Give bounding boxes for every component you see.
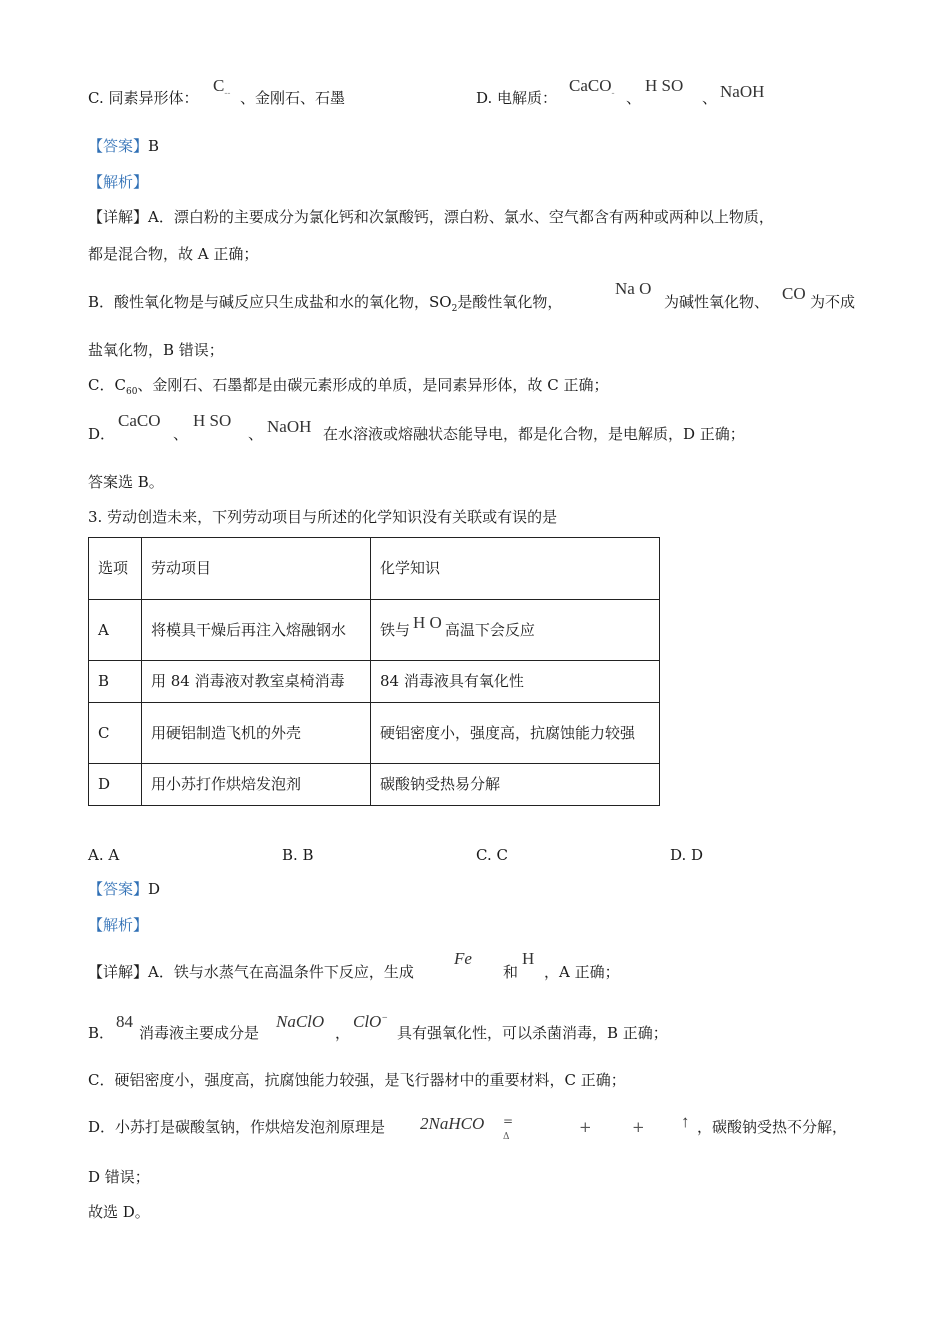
table-cell-project: 用 84 消毒液对教室桌椅消毒: [142, 661, 371, 703]
table-cell-project: 用硬铝制造飞机的外壳: [142, 703, 371, 764]
q3-detail-a-formula-1: Fe: [454, 949, 472, 968]
q2-detail-d-formula-1: CaCO: [118, 411, 161, 430]
option-d-formula-1: CaCO$_-$: [569, 76, 615, 98]
q3-detail-d-delta: Δ: [503, 1132, 510, 1142]
table-cell-option: B: [89, 661, 142, 703]
table-cell-knowledge: 铁与 H O 高温下会反应: [371, 600, 660, 661]
table-cell-option: D: [89, 764, 142, 806]
q2-detail-b-line2: 盐氧化物，B 错误；: [88, 341, 224, 359]
table-cell-option: A: [89, 600, 142, 661]
option-c-formula: $C_{--}$: [213, 76, 231, 98]
q3-detail-d-plus-2: +: [632, 1118, 645, 1136]
table-row: [89, 600, 660, 661]
q3-detail-c: C．硬铝密度小，强度高，抗腐蚀能力较强，是飞行器材中的重要材料，C 正确；: [88, 1071, 626, 1089]
answer-tag: 【答案】: [88, 137, 149, 155]
q2-detail-a-line1: 【详解】A．漂白粉的主要成分为氯化钙和次氯酸钙，漂白粉、氯水、空气都含有两种或两种以上物质，: [88, 208, 774, 226]
answer-line-q2: [88, 137, 159, 155]
choice-d: D. D: [670, 846, 704, 864]
q3-detail-a-text: 【详解】A．铁与水蒸气在高温条件下反应，生成: [88, 963, 414, 981]
q2-detail-d-text: 在水溶液或熔融状态能导电，都是化合物，是电解质，D 正确；: [323, 425, 745, 443]
q3-detail-d-text2: ，碳酸钠受热不分解，: [697, 1118, 848, 1136]
choice-a: A. A: [88, 846, 120, 864]
q2-detail-d-formula-3: NaOH: [267, 417, 312, 436]
q3-detail-b-label: B．: [88, 1024, 115, 1042]
q3-table: [88, 537, 660, 806]
answer-line-q3: [88, 880, 160, 898]
option-c-tail: 、金刚石、石墨: [240, 89, 346, 107]
answer-value: B: [148, 137, 160, 155]
q2-detail-b-formula-1: Na O: [615, 279, 652, 298]
option-c: [88, 89, 198, 107]
q3-detail-d-line2: D 错误；: [88, 1168, 150, 1186]
q3-detail-a-end: ，A 正确；: [544, 963, 620, 981]
table-cell-option: C: [89, 703, 142, 764]
table-header-row: [89, 538, 660, 600]
q3-detail-d-text1: D．小苏打是碳酸氢钠，作烘焙发泡剂原理是: [88, 1118, 386, 1136]
choice-b: B. B: [282, 846, 314, 864]
table-row: [89, 661, 660, 703]
q3-detail-a-and: 和: [503, 963, 519, 981]
choice-c: C. C: [476, 846, 508, 864]
q2-detail-d-label: D．: [88, 425, 116, 443]
q3-detail-b-comma: ，: [335, 1024, 351, 1042]
q2-detail-a-line2: 都是混合物，故 A 正确；: [88, 245, 259, 263]
q3-detail-a-formula-2: H: [522, 949, 535, 968]
table-header-knowledge: 化学知识: [371, 538, 660, 600]
option-d-sep-2: 、: [702, 89, 718, 107]
answer-value: D: [148, 880, 161, 898]
table-cell-knowledge: 碳酸钠受热易分解: [371, 764, 660, 806]
water-formula: H O: [413, 613, 442, 633]
table-header-option: 选项: [89, 538, 142, 600]
analysis-tag-q2: 【解析】: [88, 173, 149, 191]
table-cell-knowledge: 硬铝密度小，强度高，抗腐蚀能力较强: [371, 703, 660, 764]
table-cell-project: 用小苏打作烘焙发泡剂: [142, 764, 371, 806]
table-cell-project: 将模具干燥后再注入熔融钢水: [142, 600, 371, 661]
q3-stem: 3. 劳动创造未来，下列劳动项目与所述的化学知识没有关联或有误的是: [88, 508, 558, 526]
table-row: [89, 703, 660, 764]
analysis-tag-q3: 【解析】: [88, 916, 149, 934]
q2-detail-d-sep-2: 、: [248, 425, 264, 443]
q3-detail-d-plus-1: +: [579, 1118, 592, 1136]
q2-detail-b-part4: 为不成: [810, 293, 856, 311]
q3-detail-b-text1: 消毒液主要成分是: [139, 1024, 260, 1042]
q3-detail-b-text2: 具有强氧化性，可以杀菌消毒，B 正确；: [397, 1024, 668, 1042]
table-header-project: 劳动项目: [142, 538, 371, 600]
q3-detail-b-formula-1: NaClO: [276, 1012, 325, 1031]
option-d-label: D. 电解质：: [476, 89, 558, 107]
table-row: [89, 764, 660, 806]
q2-conclusion: 答案选 B。: [88, 473, 164, 491]
q2-detail-c: C．$C_{60}$、金刚石、石墨都是由碳元素形成的单质，是同素异形体，故 C 正确；: [88, 376, 609, 397]
table-cell-knowledge: 84 消毒液具有氧化性: [371, 661, 660, 703]
option-c-label: C. 同素异形体：: [88, 89, 199, 107]
option-d-sep-1: 、: [626, 89, 642, 107]
q3-detail-b-num: 84: [116, 1012, 133, 1031]
option-d-formula-3: NaOH: [720, 82, 765, 101]
q3-detail-b-formula-2: ClO−: [353, 1012, 389, 1031]
option-d-formula-2: H SO: [645, 76, 684, 95]
q2-detail-b-formula-2: CO: [782, 284, 806, 303]
q2-detail-d-sep-1: 、: [173, 425, 189, 443]
q3-detail-d-equation: 2NaHCO: [420, 1114, 485, 1133]
q3-conclusion: 故选 D。: [88, 1203, 150, 1221]
q2-detail-b-part3: 为碱性氧化物、: [664, 293, 770, 311]
q2-detail-b-line1: B．酸性氧化物是与碱反应只生成盐和水的氧化物，$SO_2$是酸性氧化物，: [88, 293, 563, 314]
q3-detail-d-eqsign: =: [503, 1114, 514, 1128]
answer-tag: 【答案】: [88, 880, 149, 898]
q2-detail-d-formula-2: H SO: [193, 411, 232, 430]
q3-detail-d-arrow: ↑: [681, 1112, 690, 1131]
